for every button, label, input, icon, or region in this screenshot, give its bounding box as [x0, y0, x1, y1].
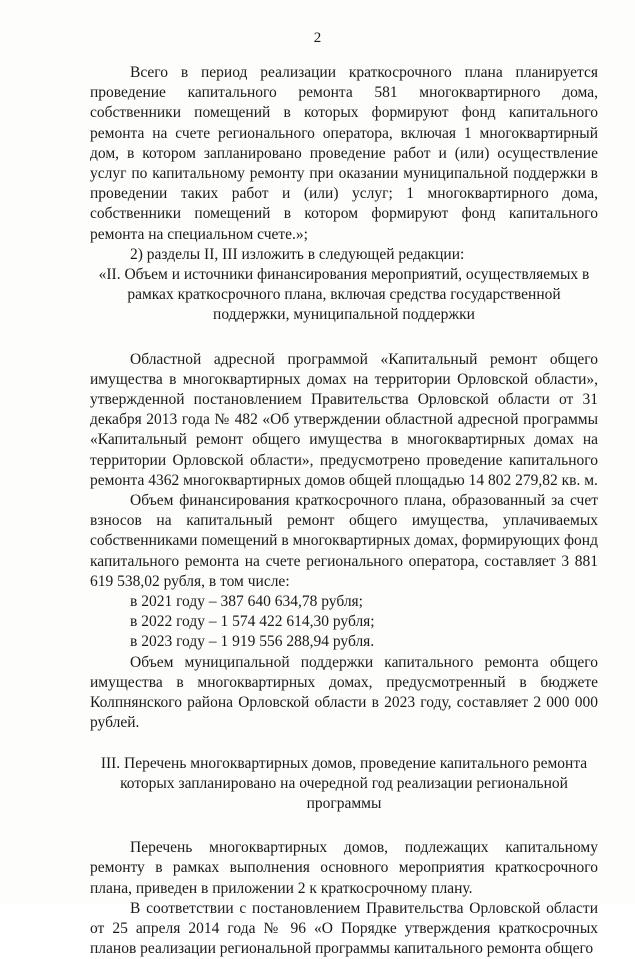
- paragraph-government-decree: В соответствии с постановлением Правительства Орловской области от 25 апреля 2014 года № 96 «О Порядке утверждения краткосрочных планов реализации региональной программы капитального ремонта общего: [90, 899, 598, 958]
- spacer: [90, 326, 598, 350]
- paragraph-financing-volume: Объем финансирования краткосрочного плана, образованный за счет взносов на капитальный ремонт общего имущества, уплачиваемых собственниками помещений в многоквартирных домах, формирующих фонд капитального ремонта на счете регионального оператора, составляет 3 881 619 538,02 рубля, в том числе:: [90, 492, 598, 590]
- document-body: [90, 63, 598, 959]
- spacer: [90, 814, 598, 838]
- paragraph-municipal-support: Объем муниципальной поддержки капитального ремонта общего имущества в многоквартирных домах, предусмотренный в бюджете Колпнянского района Орловской области в 2023 году, составляет 2 000 000 рублей.: [90, 653, 598, 732]
- amount-2023: в 2023 году – 1 919 556 288,94 рубля.: [130, 633, 375, 651]
- section-heading-2: «II. Объем и источники финансирования мероприятий, осуществляемых в рамках краткосрочного плана, включая средства государственной поддержки, муниципальной поддержки: [98, 266, 590, 324]
- amount-2022: в 2022 году – 1 574 422 614,30 рубля;: [130, 613, 375, 631]
- paragraph-regional-program: Областной адресной программой «Капитальный ремонт общего имущества в многоквартирных домах на территории Орловской области», утвержденной постановлением Правительства Орловской области от 31 декабря 2013 года № 482 «Об утверждении областной адресной программы «Капитальный ремонт общего имущества в многоквартирных домах на территории Орловской области», предусмотрено проведение капитального ремонта 4362 многоквартирных домов общей площадью 14 802 279,82 кв. м.: [90, 350, 598, 489]
- amount-2021: в 2021 году – 387 640 634,78 рубля;: [130, 593, 363, 611]
- paragraph-plan-summary: Всего в период реализации краткосрочного плана планируется проведение капитального ремонта 581 многоквартирного дома, собственники помещений в которых формируют фонд капитального ремонта на счете регионального оператора, включая 1 многоквартирный дом, в котором запланировано проведение работ и (или) осуществление услуг по капитальному ремонту при оказании муниципальной поддержки в проведении таких работ и (или) услуг; 1 многоквартирного дома, собственники помещений в котором формируют фонд капитального ремонта на специальном счете.»;: [90, 64, 598, 243]
- paragraph-house-list: Перечень многоквартирных домов, подлежащих капитальному ремонту в рамках выполнения основного мероприятия краткосрочного плана, приведен в приложении 2 к краткосрочному плану.: [90, 839, 598, 897]
- spacer: [90, 734, 598, 754]
- section-heading-3: III. Перечень многоквартирных домов, проведение капитального ремонта которых запланировано на очередной год реализации региональной программы: [100, 754, 588, 812]
- paragraph-amendment-item: 2) разделы II, III изложить в следующей редакции:: [130, 245, 465, 263]
- page-number: 2: [313, 30, 322, 46]
